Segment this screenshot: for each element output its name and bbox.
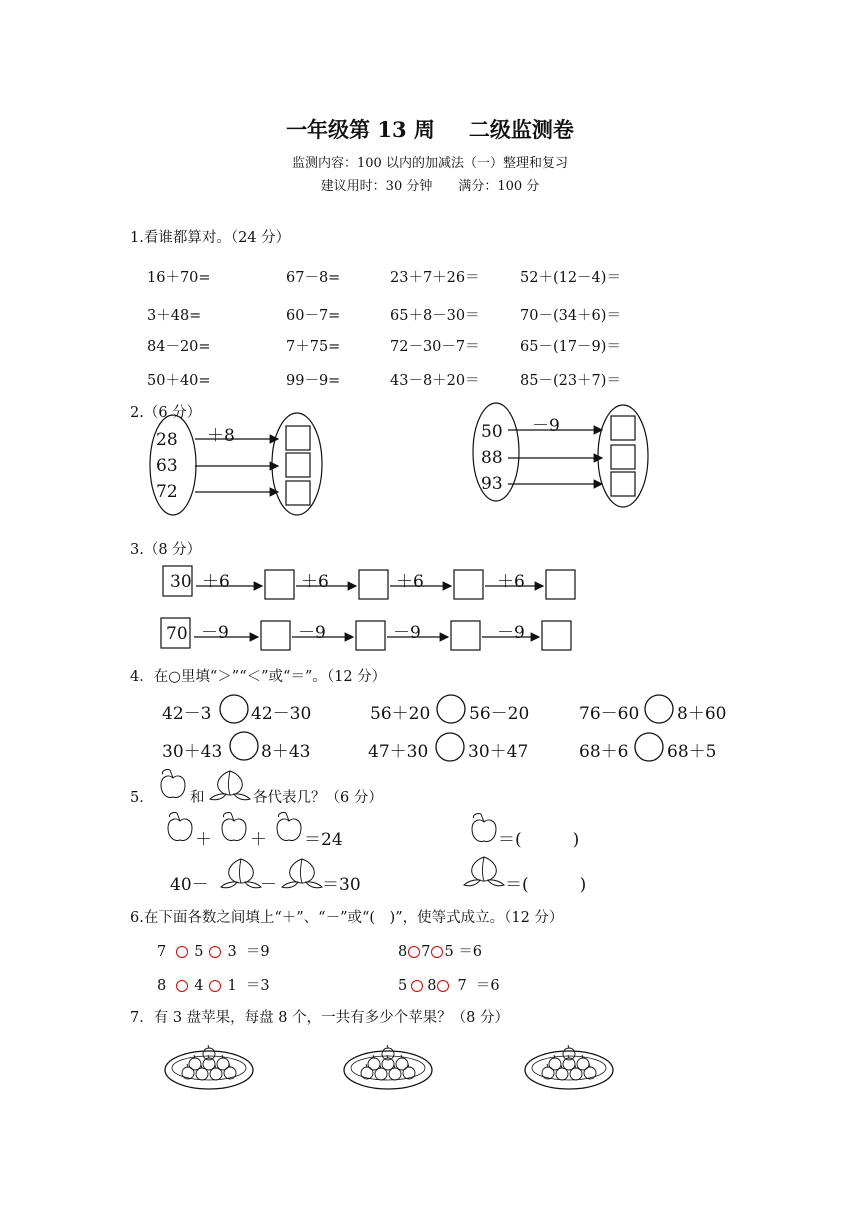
answer-box bbox=[261, 621, 290, 650]
q1-item: 43－8＋20＝ bbox=[390, 373, 480, 389]
q6-num: 7 bbox=[457, 978, 467, 994]
q3-op: ＋6 bbox=[202, 572, 230, 592]
q1-item: 65－(17－9)＝ bbox=[520, 339, 621, 355]
q1-item: 99－9= bbox=[286, 373, 341, 389]
q3-op: －9 bbox=[497, 623, 525, 643]
q6-num: 5 bbox=[398, 978, 408, 994]
title-sub: 二级监测卷 bbox=[468, 117, 574, 142]
q7-heading: 7．有 3 盘苹果，每盘 8 个，一共有多少个苹果？（8 分） bbox=[130, 1010, 509, 1026]
fill-circle[interactable] bbox=[176, 946, 188, 958]
q2-right-num: 50 bbox=[481, 422, 503, 442]
q6-num: 8 bbox=[398, 944, 408, 960]
fill-circle[interactable] bbox=[209, 946, 221, 958]
q4-left: 30＋43 bbox=[162, 742, 223, 762]
q5-answer-peach: ＝( ) bbox=[505, 875, 587, 895]
q6-heading: 6.在下面各数之间填上“＋”、“－”或“( )”，使等式成立。（12 分） bbox=[130, 910, 564, 926]
fill-circle[interactable] bbox=[411, 980, 423, 992]
answer-box bbox=[356, 621, 385, 650]
q5-number: 5． bbox=[130, 790, 154, 806]
fill-circle[interactable] bbox=[176, 980, 188, 992]
answer-box bbox=[286, 453, 310, 477]
q5-question: 各代表几？（6 分） bbox=[253, 790, 383, 806]
fill-circle[interactable] bbox=[209, 980, 221, 992]
q6-num: 7 bbox=[421, 944, 431, 960]
q1-heading: 1.看谁都算对。（24 分） bbox=[130, 230, 291, 246]
fill-circle[interactable] bbox=[437, 980, 449, 992]
q6-result: ＝6 bbox=[458, 944, 483, 960]
q4-left: 56＋20 bbox=[370, 704, 431, 724]
q1-item: 16＋70= bbox=[147, 270, 211, 286]
q3-op: －9 bbox=[393, 623, 421, 643]
q5-answer-apple: ＝( ) bbox=[498, 830, 580, 850]
q5-eq1: ＝24 bbox=[304, 830, 343, 850]
q2-left-num: 63 bbox=[156, 456, 178, 476]
answer-box bbox=[611, 416, 635, 440]
suggested-time: 建议用时：30 分钟 bbox=[320, 179, 433, 194]
q6-result: ＝6 bbox=[475, 978, 500, 994]
q3-start-1: 30 bbox=[170, 572, 192, 592]
answer-box bbox=[265, 570, 294, 599]
q7-plates bbox=[165, 1045, 613, 1089]
q6-num: 1 bbox=[227, 978, 237, 994]
q3-heading: 3.（8 分） bbox=[130, 542, 202, 558]
q6-num: 7 bbox=[157, 944, 167, 960]
q3-op: －9 bbox=[298, 623, 326, 643]
answer-box bbox=[546, 570, 575, 599]
q6-num: 5 bbox=[194, 944, 204, 960]
q6-row bbox=[157, 940, 270, 961]
q2-left-num: 72 bbox=[156, 482, 178, 502]
answer-box bbox=[451, 621, 480, 650]
fill-circle[interactable] bbox=[408, 946, 420, 958]
q1-item: 67－8= bbox=[286, 270, 341, 286]
q4-left: 42－3 bbox=[162, 704, 212, 724]
q1-item: 60－7= bbox=[286, 308, 341, 324]
fill-circle[interactable] bbox=[431, 946, 443, 958]
content-line: 监测内容：100 以内的加减法（一）整理和复习 bbox=[292, 156, 568, 171]
q2-right-op: －9 bbox=[532, 416, 560, 436]
q3-start-2: 70 bbox=[166, 624, 188, 644]
q3-op: ＋6 bbox=[497, 572, 525, 592]
q6-num: 4 bbox=[194, 978, 204, 994]
q1-item: 50＋40= bbox=[147, 373, 211, 389]
answer-box bbox=[286, 481, 310, 505]
q1-item: 23＋7＋26＝ bbox=[390, 270, 480, 286]
q4-right: 8＋43 bbox=[261, 742, 311, 762]
q4-right: 8＋60 bbox=[677, 704, 727, 724]
q4-left: 68＋6 bbox=[579, 742, 629, 762]
q1-item: 65＋8－30＝ bbox=[390, 308, 480, 324]
q4-right: 30＋47 bbox=[468, 742, 529, 762]
answer-box bbox=[611, 445, 635, 469]
q6-row bbox=[157, 974, 270, 995]
q2-heading: 2.（6 分） bbox=[130, 405, 202, 421]
answer-box bbox=[359, 570, 388, 599]
q4-right: 68＋5 bbox=[667, 742, 717, 762]
answer-box bbox=[611, 472, 635, 496]
q5-minus: － bbox=[260, 875, 277, 895]
q1-item: 85－(23＋7)＝ bbox=[520, 373, 621, 389]
q4-left: 47＋30 bbox=[368, 742, 429, 762]
full-score: 满分：100 分 bbox=[458, 179, 540, 194]
q6-result: ＝3 bbox=[245, 978, 270, 994]
q2-right-num: 93 bbox=[481, 474, 503, 494]
q1-item: 84－20= bbox=[147, 339, 211, 355]
q6-row bbox=[398, 940, 482, 961]
q4-right: 42－30 bbox=[251, 704, 312, 724]
q2-right-num: 88 bbox=[481, 448, 503, 468]
answer-box bbox=[286, 426, 310, 450]
q1-item: 3＋48= bbox=[147, 308, 202, 324]
q4-right: 56－20 bbox=[469, 704, 530, 724]
q6-num: 3 bbox=[227, 944, 237, 960]
q6-result: ＝9 bbox=[245, 944, 270, 960]
q3-op: －9 bbox=[201, 623, 229, 643]
answer-box bbox=[542, 621, 571, 650]
q1-item: 72－30－7＝ bbox=[390, 339, 480, 355]
q3-op: ＋6 bbox=[396, 572, 424, 592]
q6-num: 8 bbox=[157, 978, 167, 994]
q4-left: 76－60 bbox=[579, 704, 640, 724]
q5-eq2: ＝30 bbox=[322, 875, 361, 895]
q6-row bbox=[398, 974, 500, 995]
q1-item: 52＋(12－4)＝ bbox=[520, 270, 621, 286]
q5-plus: ＋ bbox=[250, 830, 267, 850]
title-main: 一年级第 13 周 bbox=[286, 117, 435, 142]
q3-op: ＋6 bbox=[301, 572, 329, 592]
answer-box bbox=[454, 570, 483, 599]
q2-left-op: ＋8 bbox=[207, 426, 235, 446]
q5-plus: ＋ bbox=[195, 830, 212, 850]
q2-left-num: 28 bbox=[156, 430, 178, 450]
q5-and: 和 bbox=[190, 790, 205, 806]
q5-prefix: 40－ bbox=[170, 875, 209, 895]
q1-item: 7＋75= bbox=[286, 339, 341, 355]
q4-heading: 4．在○里填“＞”“＜”或“＝”。（12 分） bbox=[130, 669, 387, 685]
q6-num: 8 bbox=[427, 978, 437, 994]
q1-item: 70－(34＋6)＝ bbox=[520, 308, 621, 324]
q6-num: 5 bbox=[444, 944, 454, 960]
